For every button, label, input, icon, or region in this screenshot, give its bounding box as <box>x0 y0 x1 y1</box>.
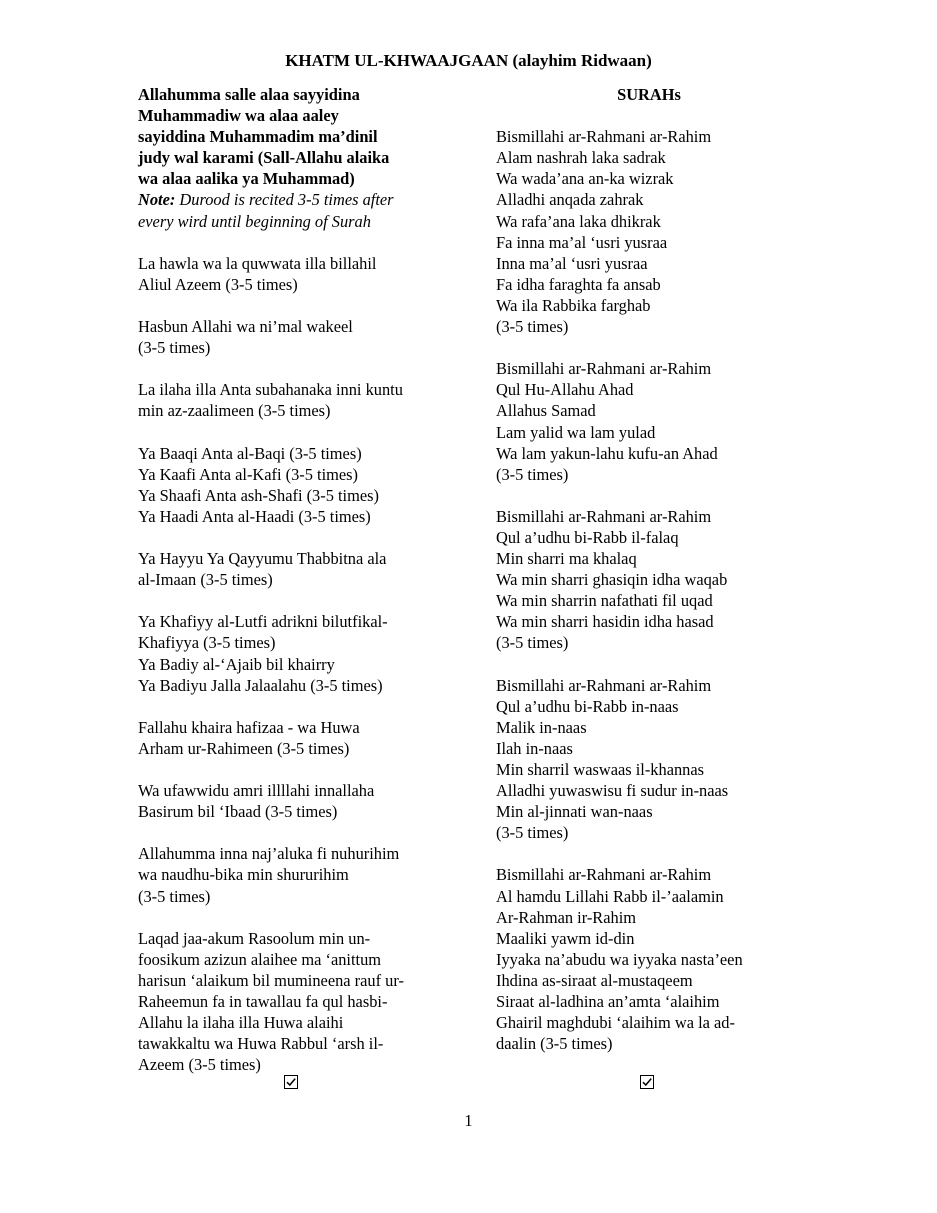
wird-block-line: (3-5 times) <box>138 338 211 358</box>
surah-block-line: Bismillahi ar-Rahmani ar-Rahim <box>496 506 712 526</box>
surah-block-line: (3-5 times) <box>496 464 569 484</box>
wird-block-line: Allahu la ilaha illa Huwa alaihi <box>138 1013 344 1033</box>
surah-block-line: Qul a’udhu bi-Rabb il-falaq <box>496 527 679 547</box>
surah-block-line: Bismillahi ar-Rahmani ar-Rahim <box>496 675 712 695</box>
surah-block-line: Bismillahi ar-Rahmani ar-Rahim <box>496 359 712 379</box>
surah-block-line: Wa min sharrin nafathati fil uqad <box>496 591 713 611</box>
durood-line: Allahumma salle alaa sayyidina <box>138 85 360 104</box>
surah-block-line: Siraat al-ladhina an’amta ‘alaihim <box>496 992 720 1012</box>
surah-block-line: Bismillahi ar-Rahmani ar-Rahim <box>496 865 712 885</box>
wird-block-line: (3-5 times) <box>138 886 211 906</box>
durood-line: Muhammadiw wa alaa aaley <box>138 106 339 126</box>
surah-block-line: Lam yalid wa lam yulad <box>496 422 656 442</box>
surah-block-line: Ihdina as-siraat al-mustaqeem <box>496 970 693 990</box>
page-number: 1 <box>464 1111 473 1130</box>
surah-block-line: Alladhi anqada zahrak <box>496 190 644 210</box>
surah-block-line: Bismillahi ar-Rahmani ar-Rahim <box>496 127 712 147</box>
surah-block-line: Qul Hu-Allahu Ahad <box>496 380 634 400</box>
wird-block-line: Hasbun Allahi wa ni’mal wakeel <box>138 317 353 337</box>
wird-block-line: Ya Haadi Anta al-Haadi (3-5 times) <box>138 506 371 526</box>
surahs-list <box>496 126 816 1054</box>
surah-block-line: Iyyaka na’abudu wa iyyaka nasta’een <box>496 949 743 969</box>
wird-block <box>138 928 458 1076</box>
surah-block-line: Min sharril waswaas il-khannas <box>496 760 705 779</box>
surah-block-line: Min al-jinnati wan-naas <box>496 802 653 822</box>
wird-block <box>138 253 458 295</box>
surah-block-line: Allahus Samad <box>496 401 596 421</box>
surah-block-line: Ilah in-naas <box>496 738 573 758</box>
wird-block-line: La ilaha illa Anta subahanaka inni kuntu <box>138 380 403 400</box>
wird-block-line: Aliul Azeem (3-5 times) <box>138 274 298 294</box>
note-line <box>138 189 458 210</box>
note-label: Note: <box>138 190 176 210</box>
wird-block-line: La hawla wa la quwwata illa billahil <box>138 253 377 273</box>
checked-box-icon <box>284 1075 298 1089</box>
wird-block-line: Raheemun fa in tawallau fa qul hasbi- <box>138 992 388 1012</box>
durood-block <box>138 84 458 232</box>
wird-block-line: foosikum azizun alaihee ma ‘anittum <box>138 949 382 969</box>
durood-line: judy wal karami (Sall-Allahu alaika <box>138 148 390 168</box>
surah-block-line: Ghairil maghdubi ‘alaihim wa la ad- <box>496 1013 735 1033</box>
surah-block-line: Alladhi yuwaswisu fi sudur in-naas <box>496 781 729 801</box>
wird-block-line: Ya Badiyu Jalla Jalaalahu (3-5 times) <box>138 675 383 695</box>
surah-block-line: Wa min sharri ghasiqin idha waqab <box>496 570 728 590</box>
wird-block-line: Ya Hayyu Ya Qayyumu Thabbitna ala <box>138 549 387 569</box>
wird-block <box>138 780 458 822</box>
wird-block-line: Ya Shaafi Anta ash-Shafi (3-5 times) <box>138 485 379 505</box>
surah-block-line: Wa rafa’ana laka dhikrak <box>496 211 661 231</box>
wird-block-line: Basirum bil ‘Ibaad (3-5 times) <box>138 802 338 822</box>
surah-block-line: Alam nashrah laka sadrak <box>496 148 666 168</box>
surah-block-line: Fa idha faraghta fa ansab <box>496 274 661 294</box>
wird-block-line: Ya Badiy al-‘Ajaib bil khairry <box>138 654 335 674</box>
wird-block-line: al-Imaan (3-5 times) <box>138 570 273 590</box>
wird-block-line: Allahumma inna naj’aluka fi nuhurihim <box>138 844 400 864</box>
surah-block-line: Inna ma’al ‘usri yusraa <box>496 253 648 273</box>
right-column-surahs <box>496 84 816 1054</box>
wird-block-line: Ya Baaqi Anta al-Baqi (3-5 times) <box>138 443 362 463</box>
wird-block <box>138 717 458 759</box>
surahs-heading: SURAHs <box>617 85 681 104</box>
wird-block-line: Wa ufawwidu amri illllahi innallaha <box>138 781 375 801</box>
document-title: KHATM UL-KHWAAJGAAN (alayhim Ridwaan) <box>285 51 652 70</box>
wird-block <box>138 379 458 421</box>
note-line: every wird until beginning of Surah <box>138 211 371 231</box>
surah-block-line: Wa lam yakun-lahu kufu-an Ahad <box>496 443 718 463</box>
surah-block-line: Fa inna ma’al ‘usri yusraa <box>496 232 668 252</box>
wird-block-line: min az-zaalimeen (3-5 times) <box>138 401 331 421</box>
surah-block-line: Maaliki yawm id-din <box>496 928 635 948</box>
wirds-list <box>138 232 458 1076</box>
wird-block-line: Ya Khafiyy al-Lutfi adrikni bilutfikal- <box>138 612 388 632</box>
wird-block-line: Khafiyya (3-5 times) <box>138 633 276 653</box>
wird-block-line: harisun ‘alaikum bil mumineena rauf ur- <box>138 970 404 990</box>
surah-block-line: Malik in-naas <box>496 717 587 737</box>
wird-block <box>138 843 458 906</box>
surah-block <box>496 126 816 337</box>
surah-block-line: Al hamdu Lillahi Rabb il-’aalamin <box>496 886 724 906</box>
surah-block <box>496 506 816 654</box>
surah-block-line: (3-5 times) <box>496 317 569 337</box>
durood-line: sayiddina Muhammadim ma’dinil <box>138 127 378 147</box>
surah-block-line: (3-5 times) <box>496 633 569 653</box>
surah-block-line: Wa wada’ana an-ka wizrak <box>496 169 674 189</box>
wird-block-line: Laqad jaa-akum Rasoolum min un- <box>138 928 371 948</box>
surah-block-line: (3-5 times) <box>496 823 569 843</box>
surah-block-line: daalin (3-5 times) <box>496 1034 613 1054</box>
checked-box-icon <box>640 1075 654 1089</box>
left-column-wirds <box>138 84 458 1075</box>
durood-line: wa alaa aalika ya Muhammad) <box>138 169 355 189</box>
wird-block-line: Ya Kaafi Anta al-Kafi (3-5 times) <box>138 464 358 484</box>
surah-block-line: Wa ila Rabbika farghab <box>496 295 651 315</box>
surah-block-line: Qul a’udhu bi-Rabb in-naas <box>496 696 679 716</box>
surah-block <box>496 864 816 1054</box>
surah-block-line: Ar-Rahman ir-Rahim <box>496 907 636 927</box>
wird-block-line: Fallahu khaira hafizaa - wa Huwa <box>138 717 360 737</box>
surah-block <box>496 358 816 485</box>
wird-block <box>138 611 458 695</box>
surah-block-line: Min sharri ma khalaq <box>496 549 637 569</box>
wird-block <box>138 548 458 590</box>
note-text: Durood is recited 3-5 times after <box>175 190 394 210</box>
wird-block-line: Arham ur-Rahimeen (3-5 times) <box>138 738 350 758</box>
wird-block <box>138 316 458 358</box>
wird-block <box>138 443 458 527</box>
surah-block-line: Wa min sharri hasidin idha hasad <box>496 612 714 632</box>
wird-block-line: tawakkaltu wa Huwa Rabbul ‘arsh il- <box>138 1034 384 1054</box>
wird-block-line: wa naudhu-bika min shururihim <box>138 865 349 885</box>
wird-block-line: Azeem (3-5 times) <box>138 1055 261 1075</box>
surah-block <box>496 675 816 844</box>
